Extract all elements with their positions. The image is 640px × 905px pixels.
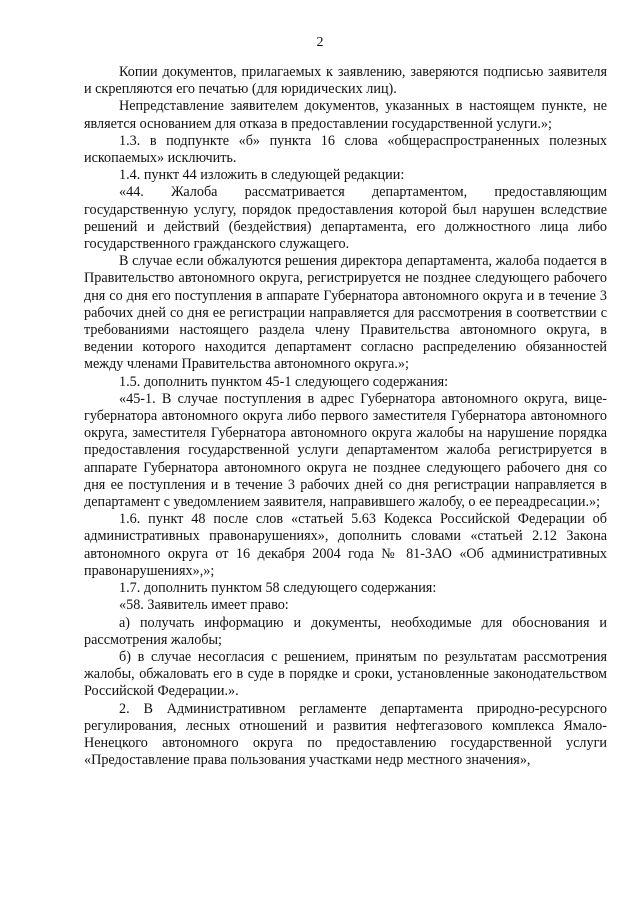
paragraph-copies-certification: Копии документов, прилагаемых к заявлению, заверяются подписью заявителя и скрепляются его печатью (для юридических лиц).	[84, 64, 607, 98]
paragraph-director-appeal: В случае если обжалуются решения директора департамента, жалоба подается в Правительство автономного округа, регистрируется не позднее следующего рабочего дня со дня его поступления в аппарате Губернатора автономного округа и в течение 3 рабочих дней со дня ее регистрации направляется для рассмотрения в соответствии с требованиями настоящего раздела члену Правительства автономного округа, в ведении которого находится департамент согласно распределению обязанностей между членами Правительства автономного округа.»;	[84, 253, 607, 373]
paragraph-item-1-5: 1.5. дополнить пунктом 45-1 следующего содержания:	[119, 373, 449, 390]
paragraph-item-1-3: 1.3. в подпункте «б» пункта 16 слова «общераспространенных полезных ископаемых» исключить.	[84, 132, 607, 167]
paragraph-item-1-4: 1.4. пункт 44 изложить в следующей редакции:	[119, 167, 405, 184]
paragraph-clause-58-b: б) в случае несогласия с решением, принятым по результатам рассмотрения жалобы, обжаловать его в суде в порядке и сроки, установленные законодательством Российской Федерации.».	[84, 648, 607, 700]
paragraph-clause-45-1: «45-1. В случае поступления в адрес Губернатора автономного округа, вице-губернатора автономного округа либо первого заместителя Губернатора автономного округа, заместителя Губернатора автономного округа жалобы на нарушение порядка предоставления государственной услуги департаментом жалоба регистрируется в аппарате Губернатора автономного округа не позднее следующего рабочего дня со дня ее поступления и в течение 3 рабочих дней со дня регистрации направляется в департамент с уведомлением заявителя, направившего жалобу, о ее переадресации.»;	[84, 390, 607, 511]
paragraph-item-2: 2. В Административном регламенте департамента природно-ресурсного регулирования, лесных отношений и развития нефтегазового комплекса Ямало-Ненецкого автономного округа по предоставлению государственной услуги «Предоставление права пользования участками недр местного значения»,	[84, 700, 607, 769]
paragraph-clause-58: «58. Заявитель имеет право:	[119, 597, 289, 614]
paragraph-item-1-7: 1.7. дополнить пунктом 58 следующего содержания:	[119, 580, 437, 597]
document-body	[84, 64, 607, 769]
paragraph-item-1-6: 1.6. пункт 48 после слов «статьей 5.63 Кодекса Российской Федерации об административных правонарушениях», дополнить словами «статьей 2.12 Закона автономного округа от 16 декабря 2004 года № 81-ЗАО «Об административных правонарушениях»,»;	[84, 511, 607, 579]
paragraph-non-submission: Непредставление заявителем документов, указанных в настоящем пункте, не является основанием для отказа в предоставлении государственной услуги.»;	[84, 98, 607, 132]
paragraph-clause-44: «44. Жалоба рассматривается департаментом, предоставляющим государственную услугу, порядок предоставления которой был нарушен вследствие решений и действий (бездействия) департамента, его должностного лица либо государственного гражданского служащего.	[84, 184, 607, 253]
page-number: 2	[316, 35, 324, 50]
paragraph-clause-58-a: а) получать информацию и документы, необходимые для обоснования и рассмотрения жалобы;	[84, 614, 607, 648]
